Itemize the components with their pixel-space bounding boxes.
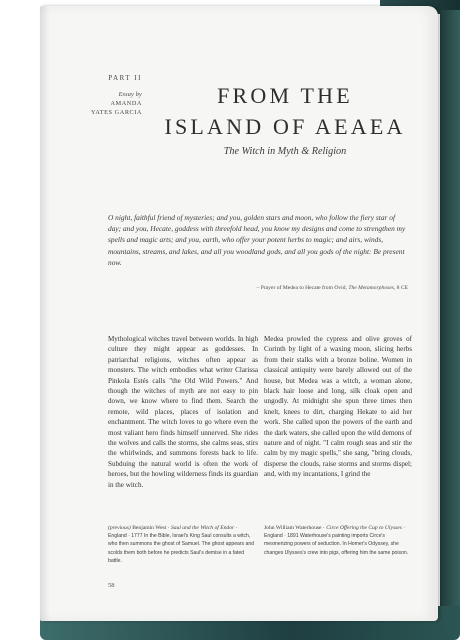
- caption-left-details: · England · 1777 In the Bible, Israel's King Saul consults a witch, who then summons the ghost of Samuel. The ghost appears and scolds them both before he predicts Saul's demise in a fated battle.: [108, 525, 255, 564]
- caption-right: [264, 524, 412, 557]
- author-name-line1: AMANDA: [110, 100, 142, 107]
- chapter-subtitle: The Witch in Myth & Religion: [223, 146, 347, 157]
- caption-left-prefix: (previous): [108, 525, 131, 531]
- essay-by-label: Essay by: [118, 91, 142, 98]
- book-cover-edge-right: [440, 10, 460, 630]
- chapter-title: [150, 80, 420, 142]
- epigraph-quote: O night, faithful friend of mysteries; and you, golden stars and moon, who follow the fiery star of day; and you, Hecate, goddess with threefold head, you know my designs and come to strengthen my spells and magic arts; and you, earth, who offer your potent herbs to magic; and airs, winds, mountains, streams, and lakes, and all you woodland gods, and all you gods of the night: Be present now.: [108, 213, 406, 267]
- chapter-title-line2: ISLAND OF AEAEA: [164, 114, 406, 139]
- attribution-date: , 8 CE: [393, 285, 408, 291]
- chapter-title-line1: FROM THE: [217, 83, 353, 108]
- attribution-text: – Prayer of Medea to Hecate from Ovid,: [256, 285, 349, 291]
- caption-left: [108, 524, 256, 565]
- caption-right-work: Circe Offering the Cup to Ulysses: [326, 525, 402, 531]
- caption-left-work: Saul and the Witch of Endor: [170, 525, 235, 531]
- epigraph-attribution: [140, 285, 408, 291]
- page-spine-shadow: [40, 6, 50, 621]
- caption-right-details: · England · 1891 Waterhouse's painting imports Circe's mesmerizing powers of seduction. In Homer's Odyssey, she changes Ulysses's crew into pigs, offering him the same poison.: [264, 525, 409, 556]
- book-page: [40, 6, 438, 621]
- body-column-right: Medea prowled the cypress and olive groves of Corinth by light of a waxing moon, slicing herbs from their stalks with a bronze boline. Women in classical antiquity were barely allowed out of the house, but Medea was a witch, a woman alone, black hair loose and long, silk cloak open and ungodly. At midnight she spun three times then knelt, knees to dirt, charging Hekate to aid her work. She called upon the powers of the earth and the dark waters, she called upon the wild demons of nature and of night. "I calm rough seas and stir the calm by my magic spells," she sang, "bring clouds, disperse the clouds, raise storms and storms dispel; and, with my incantations, I grind the: [264, 335, 412, 479]
- caption-right-artist: John William Waterhouse ·: [264, 525, 327, 531]
- caption-left-artist: Benjamin West ·: [130, 525, 171, 531]
- page-number: 58: [108, 582, 115, 589]
- part-number: PART II: [108, 75, 142, 82]
- body-column-left: Mythological witches travel between worlds. In high culture they might appear as goddesses. In patriarchal religions, witches often appear as monsters. The witch embodies what writer Clarissa Pinkola Estés calls "the Old Wild Powers." And though the witches of myth are not easy to pin down, we know where to find them. Search the remote, wild places, places of isolation and enchantment. The witch loves to go where even the most valiant hero finds himself unnerved. She rides the wolves and calls the storms, she calms seas, stirs the whirlwinds, and summons forests back to life. Subduing the natural world is often the work of heroes, but the howling wilderness finds its guardian in the witch.: [108, 335, 258, 489]
- author-name-line2: YATES GARCIA: [90, 109, 142, 116]
- part-label: [62, 74, 142, 117]
- attribution-work: The Metamorphoses: [348, 285, 394, 291]
